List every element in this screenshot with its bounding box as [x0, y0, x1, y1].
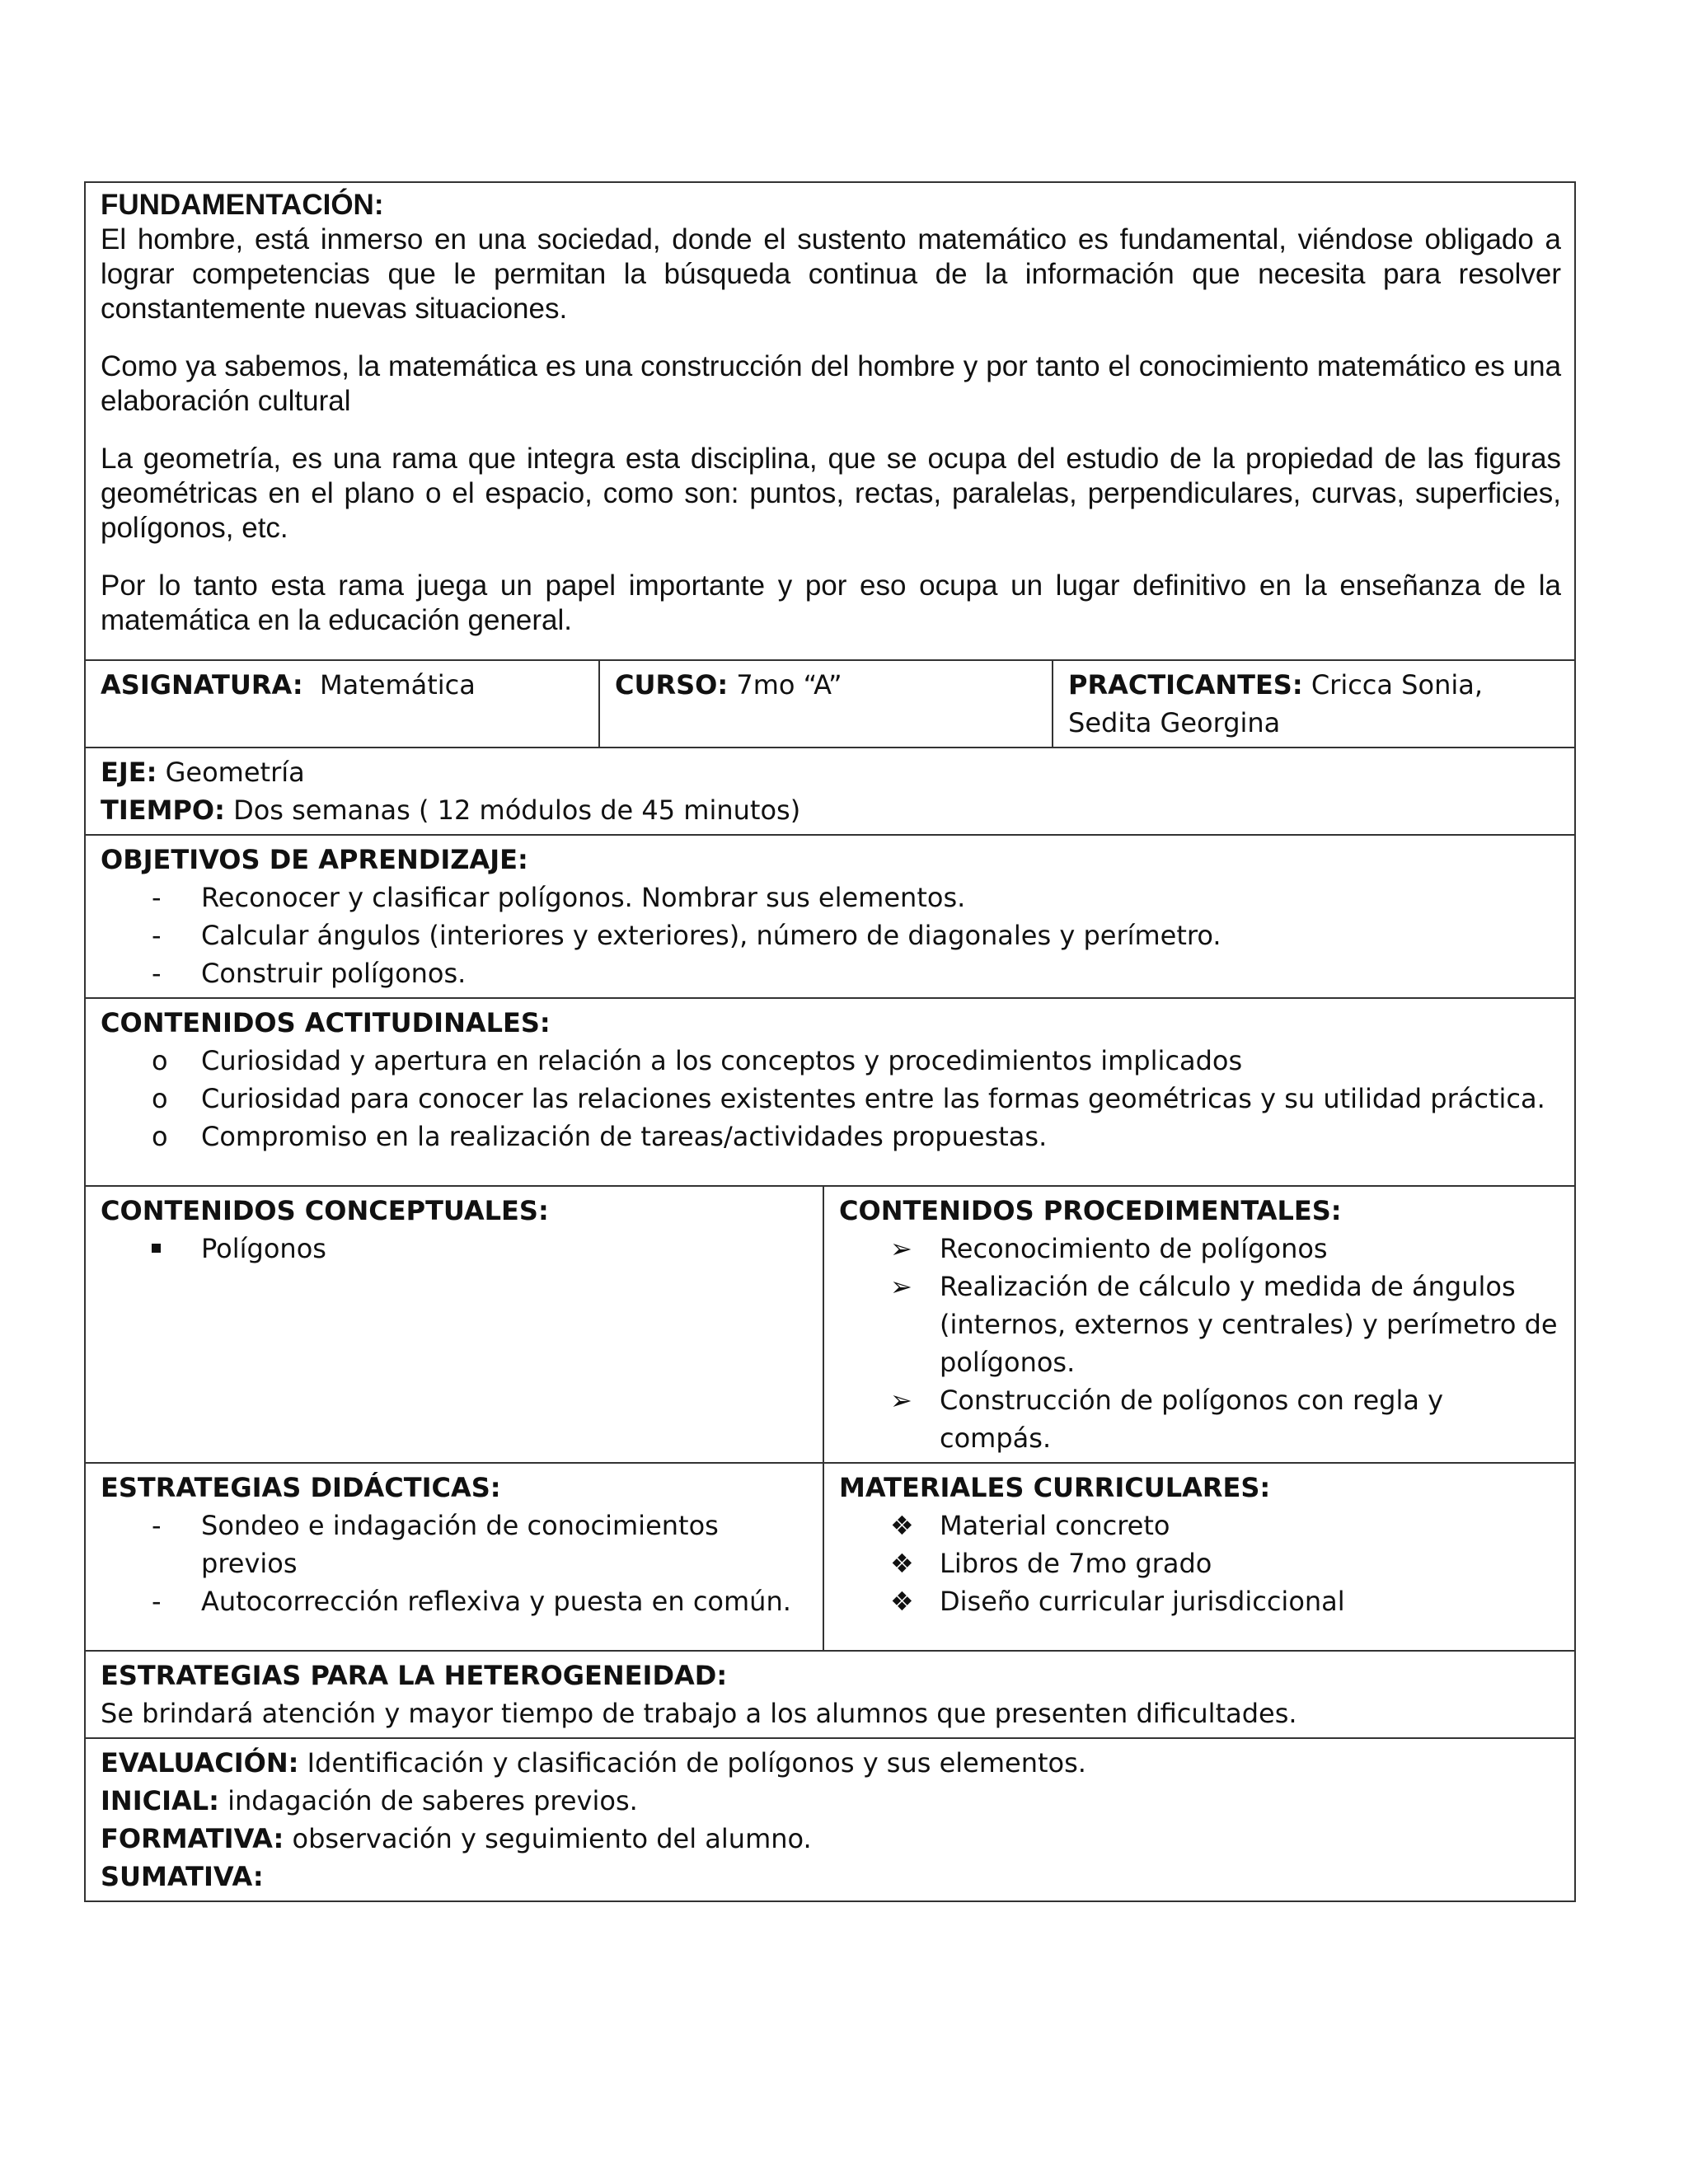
eje-label: EJE:: [101, 757, 157, 788]
list-item-text: Compromiso en la realización de tareas/actividades propuestas.: [201, 1121, 1048, 1152]
asignatura-value: Matemática: [320, 669, 476, 701]
procedimentales-cell: [823, 1186, 1575, 1463]
lesson-plan: [84, 181, 1574, 1902]
sumativa-line: [101, 1858, 1561, 1896]
inicial-label: INICIAL:: [101, 1785, 219, 1816]
objetivos-list: [101, 879, 1561, 992]
heterogeneidad-text: Se brindará atención y mayor tiempo de trabajo a los alumnos que presenten dificultades.: [101, 1698, 1297, 1729]
list-item: [839, 1230, 1561, 1268]
evaluacion-row: [85, 1738, 1575, 1901]
diamond-bullet-icon: ❖: [890, 1548, 914, 1579]
materiales-title: MATERIALES CURRICULARES:: [839, 1472, 1271, 1503]
list-item-text: Curiosidad para conocer las relaciones existentes entre las formas geométricas y su utilidad práctica.: [201, 1083, 1545, 1114]
sumativa-label: SUMATIVA:: [101, 1861, 264, 1892]
diamond-bullet-icon: ❖: [890, 1586, 914, 1617]
objetivos-title: OBJETIVOS DE APRENDIZAJE:: [101, 844, 528, 875]
inicial-value: indagación de saberes previos.: [227, 1785, 638, 1816]
estrategias-row: [85, 1463, 1575, 1651]
estrategias-cell: [85, 1463, 823, 1651]
list-item-text: Reconocimiento de polígonos: [940, 1233, 1328, 1264]
list-item-text: Realización de cálculo y medida de ángulos (internos, externos y centrales) y perímetro de polígonos.: [940, 1271, 1558, 1378]
list-item: [101, 916, 1561, 954]
formativa-label: FORMATIVA:: [101, 1823, 284, 1854]
evaluacion-label: EVALUACIÓN:: [101, 1747, 299, 1779]
curso-label: CURSO:: [615, 669, 729, 701]
asignatura-label: ASIGNATURA:: [101, 669, 303, 701]
spacer: [101, 1155, 1561, 1180]
lesson-plan-table: [84, 181, 1576, 1902]
list-item: [839, 1544, 1561, 1582]
list-item-text: Diseño curricular jurisdiccional: [940, 1586, 1345, 1617]
list-item: [101, 1507, 809, 1582]
list-item-text: Sondeo e indagación de conocimientos previos: [201, 1510, 719, 1579]
diamond-bullet-icon: ❖: [890, 1510, 914, 1541]
fundamentacion-paragraph: Como ya sabemos, la matemática es una construcción del hombre y por tanto el conocimiento matemático es una elaboración cultural: [101, 350, 1562, 417]
materiales-cell: [823, 1463, 1575, 1651]
actitudinales-list: [101, 1042, 1561, 1155]
fundamentacion-paragraph: La geometría, es una rama que integra esta disciplina, que se ocupa del estudio de la propiedad de las figuras geométricas en el plano o el espacio, como son: puntos, rectas, paralelas, perpendiculares, curvas, superficies, polígonos, etc.: [101, 443, 1562, 544]
dash-bullet-icon: -: [152, 882, 162, 913]
arrow-bullet-icon: ➢: [890, 1271, 912, 1302]
curso-value: 7mo “A”: [736, 669, 842, 701]
list-item: [101, 879, 1561, 916]
list-item: [101, 1118, 1561, 1155]
list-item-text: Calcular ángulos (interiores y exteriores), número de diagonales y perímetro.: [201, 920, 1221, 951]
objetivos-cell: [85, 835, 1575, 998]
actitudinales-title: CONTENIDOS ACTITUDINALES:: [101, 1007, 551, 1038]
list-item-text: Construcción de polígonos con regla y compás.: [940, 1385, 1444, 1454]
objetivos-row: [85, 835, 1575, 998]
evaluacion-value: Identificación y clasificación de polígonos y sus elementos.: [307, 1747, 1086, 1779]
arrow-bullet-icon: ➢: [890, 1385, 912, 1416]
conceptuales-cell: [85, 1186, 823, 1463]
list-item-text: Reconocer y clasificar polígonos. Nombrar sus elementos.: [201, 882, 966, 913]
tiempo-line: [101, 791, 1561, 829]
list-item: [101, 1582, 809, 1620]
actitudinales-row: [85, 998, 1575, 1186]
fundamentacion-title: FUNDAMENTACIÓN:: [101, 189, 384, 221]
spacer: [839, 1620, 1561, 1645]
list-item-text: Curiosidad y apertura en relación a los conceptos y procedimientos implicados: [201, 1045, 1243, 1076]
formativa-value: observación y seguimiento del alumno.: [292, 1823, 812, 1854]
practicantes-cell: [1053, 660, 1575, 748]
procedimentales-list: [839, 1230, 1561, 1457]
evaluacion-cell: [85, 1738, 1575, 1901]
circle-bullet-icon: o: [152, 1045, 168, 1076]
actitudinales-cell: [85, 998, 1575, 1186]
list-item: [101, 954, 1561, 992]
inicial-line: [101, 1782, 1561, 1820]
list-item-text: Autocorrección reflexiva y puesta en común.: [201, 1586, 791, 1617]
list-item-text: Polígonos: [201, 1233, 326, 1264]
asignatura-cell: [85, 660, 599, 748]
conceptuales-list: [101, 1230, 809, 1268]
dash-bullet-icon: -: [152, 920, 162, 951]
practicantes-value: Cricca Sonia, Sedita Georgina: [1068, 669, 1484, 738]
heterogeneidad-row: [85, 1651, 1575, 1738]
arrow-bullet-icon: ➢: [890, 1233, 912, 1264]
list-item: [839, 1268, 1561, 1381]
list-item: [839, 1381, 1561, 1457]
fundamentacion-paragraph: El hombre, está inmerso en una sociedad, donde el sustento matemático es fundamental, viéndose obligado a lograr competencias que le permitan la búsqueda continua de la información que necesita para resolver constantemente nuevas situaciones.: [101, 223, 1562, 325]
list-item: [839, 1582, 1561, 1620]
dash-bullet-icon: -: [152, 1586, 162, 1617]
curso-cell: [599, 660, 1053, 748]
eje-row: [85, 748, 1575, 835]
tiempo-value: Dos semanas ( 12 módulos de 45 minutos): [233, 794, 801, 826]
square-bullet-icon: [152, 1230, 185, 1268]
list-item: [839, 1507, 1561, 1544]
fundamentacion-row: [85, 182, 1575, 660]
info-row: [85, 660, 1575, 748]
eje-value: Geometría: [165, 757, 305, 788]
eje-tiempo-cell: [85, 748, 1575, 835]
dash-bullet-icon: -: [152, 1510, 162, 1541]
heterogeneidad-title: ESTRATEGIAS PARA LA HETEROGENEIDAD:: [101, 1660, 728, 1691]
list-item: [101, 1080, 1561, 1118]
list-item-text: Construir polígonos.: [201, 958, 467, 989]
eje-line: [101, 753, 1561, 791]
tiempo-label: TIEMPO:: [101, 794, 225, 826]
circle-bullet-icon: o: [152, 1083, 168, 1114]
practicantes-label: PRACTICANTES:: [1068, 669, 1303, 701]
contenidos-row: [85, 1186, 1575, 1463]
estrategias-title: ESTRATEGIAS DIDÁCTICAS:: [101, 1472, 501, 1503]
estrategias-list: [101, 1507, 809, 1620]
conceptuales-title: CONTENIDOS CONCEPTUALES:: [101, 1195, 549, 1226]
dash-bullet-icon: -: [152, 958, 162, 989]
list-item-text: Material concreto: [940, 1510, 1170, 1541]
procedimentales-title: CONTENIDOS PROCEDIMENTALES:: [839, 1195, 1342, 1226]
evaluacion-line: [101, 1744, 1561, 1782]
list-item-text: Libros de 7mo grado: [940, 1548, 1212, 1579]
fundamentacion-cell: [85, 182, 1575, 660]
fundamentacion-paragraph: Por lo tanto esta rama juega un papel importante y por eso ocupa un lugar definitivo en la enseñanza de la matemática en la educación general.: [101, 569, 1562, 636]
materiales-list: [839, 1507, 1561, 1620]
list-item: [101, 1230, 809, 1268]
circle-bullet-icon: o: [152, 1121, 168, 1152]
list-item: [101, 1042, 1561, 1080]
formativa-line: [101, 1820, 1561, 1858]
heterogeneidad-cell: [85, 1651, 1575, 1738]
